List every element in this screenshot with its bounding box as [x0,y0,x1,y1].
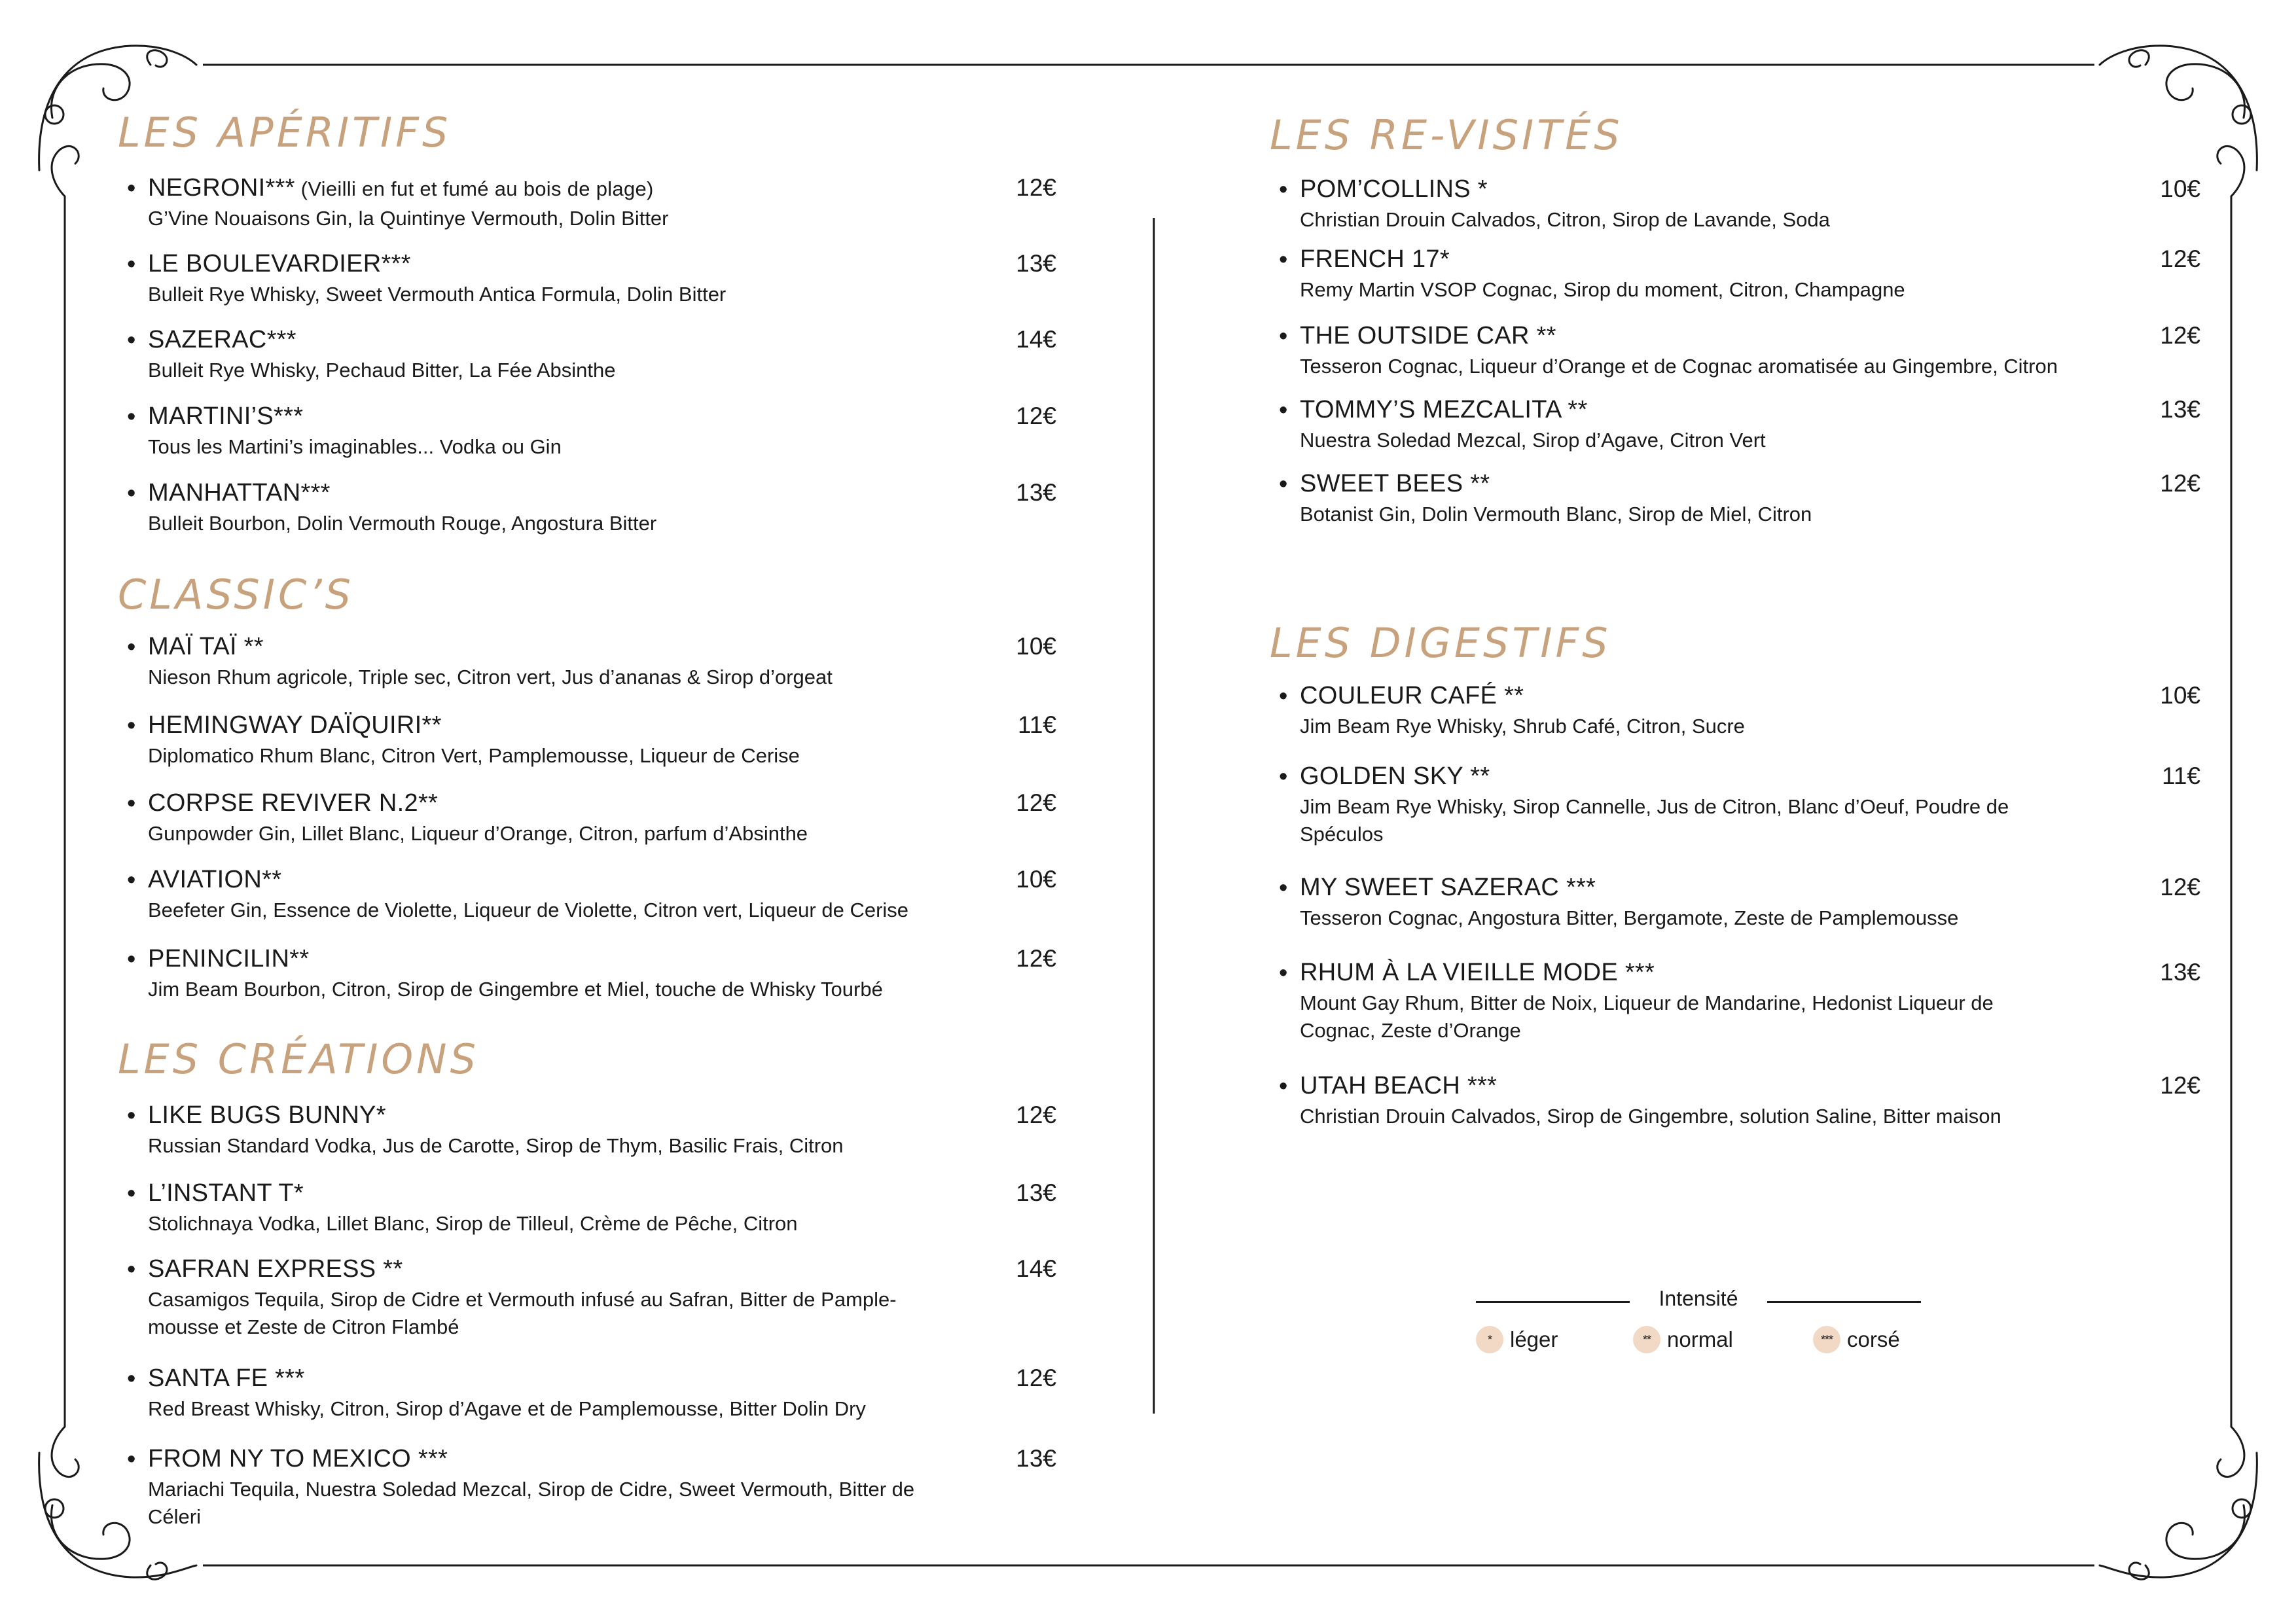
item-name: COULEUR CAFÉ ** [1300,682,1524,709]
item-price: 12€ [2160,245,2200,272]
section-title: LES CRÉATIONS [118,1035,479,1083]
item-name: AVIATION** [148,866,282,893]
item-name-text: NEGRONI*** [148,174,295,202]
item-price: 12€ [1016,789,1056,816]
item-price: 12€ [2160,470,2200,497]
legend-title: Intensité [1659,1287,1738,1310]
item-price: 12€ [1016,402,1056,429]
bullet-icon: • [1279,176,1288,204]
item-name: RHUM À LA VIEILLE MODE *** [1300,959,1655,986]
menu-item [127,478,1056,537]
bullet-icon: • [127,480,136,507]
bullet-icon: • [1279,246,1288,274]
intensity-dot-icon: * [1476,1326,1503,1353]
bullet-icon: • [1279,1073,1288,1100]
item-description: Mariachi Tequila, Nuestra Soledad Mezcal, Sirop de Cidre, Sweet Vermouth, Bitter de Céleri [148,1478,915,1528]
item-price: 13€ [1016,479,1056,506]
legend-label: corsé [1847,1327,1900,1351]
bullet-icon: • [127,1365,136,1393]
section-creations [118,1035,1054,1083]
item-description: Bulleit Bourbon, Dolin Vermouth Rouge, Angostura Bitter [148,512,657,535]
item-description: Bulleit Rye Whisky, Sweet Vermouth Antica Formula, Dolin Bitter [148,283,726,306]
item-description: Tesseron Cognac, Liqueur d’Orange et de Cognac aromatisée au Gingembre, Citron [1300,355,2058,378]
item-description: Nuestra Soledad Mezcal, Sirop d’Agave, Citron Vert [1300,429,1766,452]
item-name: MY SWEET SAZERAC *** [1300,874,1596,901]
menu-item [1279,958,2200,1044]
bullet-icon: • [1279,471,1288,498]
menu-item [1279,175,2200,234]
item-note: (Vieilli en fut et fumé au bois de plage) [295,177,654,200]
item-description: Jim Beam Bourbon, Citron, Sirop de Gingembre et Miel, touche de Whisky Tourbé [148,978,883,1001]
bullet-icon: • [1279,959,1288,987]
item-description: Red Breast Whisky, Citron, Sirop d’Agave et de Pamplemousse, Bitter Dolin Dry [148,1397,866,1420]
item-description: Beefeter Gin, Essence de Violette, Liqueur de Violette, Citron vert, Liqueur de Cerise [148,899,909,921]
item-price: 12€ [2160,322,2200,349]
item-name: GOLDEN SKY ** [1300,762,1490,790]
menu-item [1279,245,2200,304]
section-digestifs [1270,619,2199,667]
item-name: POM’COLLINS * [1300,175,1488,203]
bullet-icon: • [127,1180,136,1207]
item-price: 13€ [2160,959,2200,986]
item-name: MARTINI’S*** [148,402,304,430]
menu-item [1279,395,2200,454]
section-re-visites [1270,111,2199,159]
section-aperitifs [118,109,1054,156]
bullet-icon: • [127,175,136,202]
item-name: HEMINGWAY DAÏQUIRI** [148,711,442,739]
item-description: Jim Beam Rye Whisky, Shrub Café, Citron, Sucre [1300,715,1745,738]
menu-item [1279,1071,2200,1130]
bullet-icon: • [1279,323,1288,350]
item-description: Christian Drouin Calvados, Sirop de Gingembre, solution Saline, Bitter maison [1300,1105,2001,1128]
intensity-dot-icon: ** [1633,1326,1660,1353]
item-description: Tesseron Cognac, Angostura Bitter, Bergamote, Zeste de Pamplemousse [1300,906,1959,929]
menu-item [127,1255,1056,1341]
item-description: Jim Beam Rye Whisky, Sirop Cannelle, Jus de Citron, Blanc d’Oeuf, Poudre de Spéculos [1300,795,2009,846]
menu-item [127,632,1056,691]
item-description: Stolichnaya Vodka, Lillet Blanc, Sirop de Tilleul, Crème de Pêche, Citron [148,1212,798,1235]
item-price: 10€ [2160,175,2200,202]
menu-item [127,402,1056,461]
item-description: Christian Drouin Calvados, Citron, Sirop de Lavande, Soda [1300,208,1830,231]
bullet-icon: • [1279,683,1288,710]
menu-item [127,944,1056,1003]
bullet-icon: • [127,1256,136,1283]
item-name: SWEET BEES ** [1300,470,1490,497]
menu-item [127,711,1056,770]
item-description: Bulleit Rye Whisky, Pechaud Bitter, La Fée Absinthe [148,359,616,382]
item-price: 12€ [1016,1101,1056,1128]
menu-item [127,1364,1056,1423]
bullet-icon: • [127,712,136,740]
item-description: Gunpowder Gin, Lillet Blanc, Liqueur d’Orange, Citron, parfum d’Absinthe [148,822,808,845]
item-name: MANHATTAN*** [148,479,331,507]
section-title: LES DIGESTIFS [1270,619,1611,667]
item-name: PENINCILIN** [148,945,310,972]
bullet-icon: • [127,946,136,973]
item-description: Mount Gay Rhum, Bitter de Noix, Liqueur de Mandarine, Hedonist Liqueur de Cognac, Zeste d’Orange [1300,991,1994,1042]
legend-label: léger [1510,1327,1558,1351]
menu-item [127,249,1056,308]
menu-item [127,865,1056,924]
intensity-legend [1476,1283,1921,1355]
item-name: L’INSTANT T* [148,1179,304,1207]
section-classics [118,571,1054,618]
bullet-icon: • [127,403,136,431]
item-name: LIKE BUGS BUNNY* [148,1101,386,1129]
item-description: Remy Martin VSOP Cognac, Sirop du moment, Citron, Champagne [1300,278,1905,301]
item-name [148,173,654,204]
menu-item [127,1179,1056,1238]
bullet-icon: • [127,1102,136,1130]
menu-item [1279,873,2200,932]
item-price: 13€ [1016,1445,1056,1472]
item-name: MAÏ TAÏ ** [148,633,264,660]
section-title: LES APÉRITIFS [118,109,452,156]
bullet-icon: • [127,633,136,661]
legend-label: normal [1667,1327,1733,1351]
legend-item-leger [1476,1326,1558,1357]
bullet-icon: • [127,790,136,817]
legend-item-corse [1813,1326,1900,1357]
item-price: 10€ [1016,633,1056,660]
item-price: 13€ [1016,250,1056,277]
section-title: LES RE-VISITÉS [1270,111,1623,159]
item-price: 13€ [2160,396,2200,423]
item-description: Nieson Rhum agricole, Triple sec, Citron vert, Jus d’ananas & Sirop d’orgeat [148,666,833,688]
bullet-icon: • [1279,397,1288,424]
item-description: Botanist Gin, Dolin Vermouth Blanc, Sirop de Miel, Citron [1300,503,1812,526]
bullet-icon: • [127,327,136,354]
legend-item-normal [1633,1326,1733,1357]
item-price: 12€ [2160,874,2200,901]
item-name: THE OUTSIDE CAR ** [1300,322,1556,349]
item-name: LE BOULEVARDIER*** [148,250,411,277]
menu-item [127,173,1056,232]
bullet-icon: • [127,251,136,278]
item-description: G’Vine Nouaisons Gin, la Quintinye Vermouth, Dolin Bitter [148,207,669,230]
menu-item [127,1444,1056,1531]
bullet-icon: • [1279,874,1288,902]
menu-item [1279,469,2200,528]
item-description: Russian Standard Vodka, Jus de Carotte, Sirop de Thym, Basilic Frais, Citron [148,1134,844,1157]
item-price: 14€ [1016,1255,1056,1282]
item-name: FRENCH 17* [1300,245,1450,273]
item-price: 12€ [1016,945,1056,972]
item-name: SANTA FE *** [148,1364,305,1392]
intensity-dot-icon: *** [1813,1326,1840,1353]
menu-item [127,1101,1056,1160]
item-description: Diplomatico Rhum Blanc, Citron Vert, Pamplemousse, Liqueur de Cerise [148,744,800,767]
item-price: 10€ [1016,866,1056,893]
bullet-icon: • [127,866,136,894]
menu-item [1279,681,2200,740]
item-name: UTAH BEACH *** [1300,1072,1498,1099]
item-description: Casamigos Tequila, Sirop de Cidre et Vermouth infusé au Safran, Bitter de Pample-mousse et Zeste de Citron Flambé [148,1288,897,1338]
bullet-icon: • [127,1446,136,1473]
item-price: 13€ [1016,1179,1056,1206]
item-price: 10€ [2160,682,2200,709]
menu-item [1279,762,2200,848]
item-price: 12€ [2160,1072,2200,1099]
item-name: SAZERAC*** [148,326,296,353]
section-title: CLASSIC’S [118,571,355,618]
bullet-icon: • [1279,763,1288,791]
menu-item [1279,321,2200,380]
item-description: Tous les Martini’s imaginables... Vodka ou Gin [148,435,562,458]
menu-item [127,789,1056,847]
item-price: 11€ [1018,711,1056,738]
item-name: CORPSE REVIVER N.2** [148,789,439,817]
item-name: FROM NY TO MEXICO *** [148,1445,448,1472]
item-name: SAFRAN EXPRESS ** [148,1255,403,1283]
item-price: 12€ [1016,174,1056,201]
corner-flourish-bottom-right [2100,1427,2257,1579]
item-price: 12€ [1016,1364,1056,1391]
legend-rule-right [1767,1301,1921,1303]
menu-item [127,325,1056,384]
item-price: 14€ [1016,326,1056,353]
item-name: TOMMY’S MEZCALITA ** [1300,396,1588,423]
item-price: 11€ [2162,762,2200,789]
